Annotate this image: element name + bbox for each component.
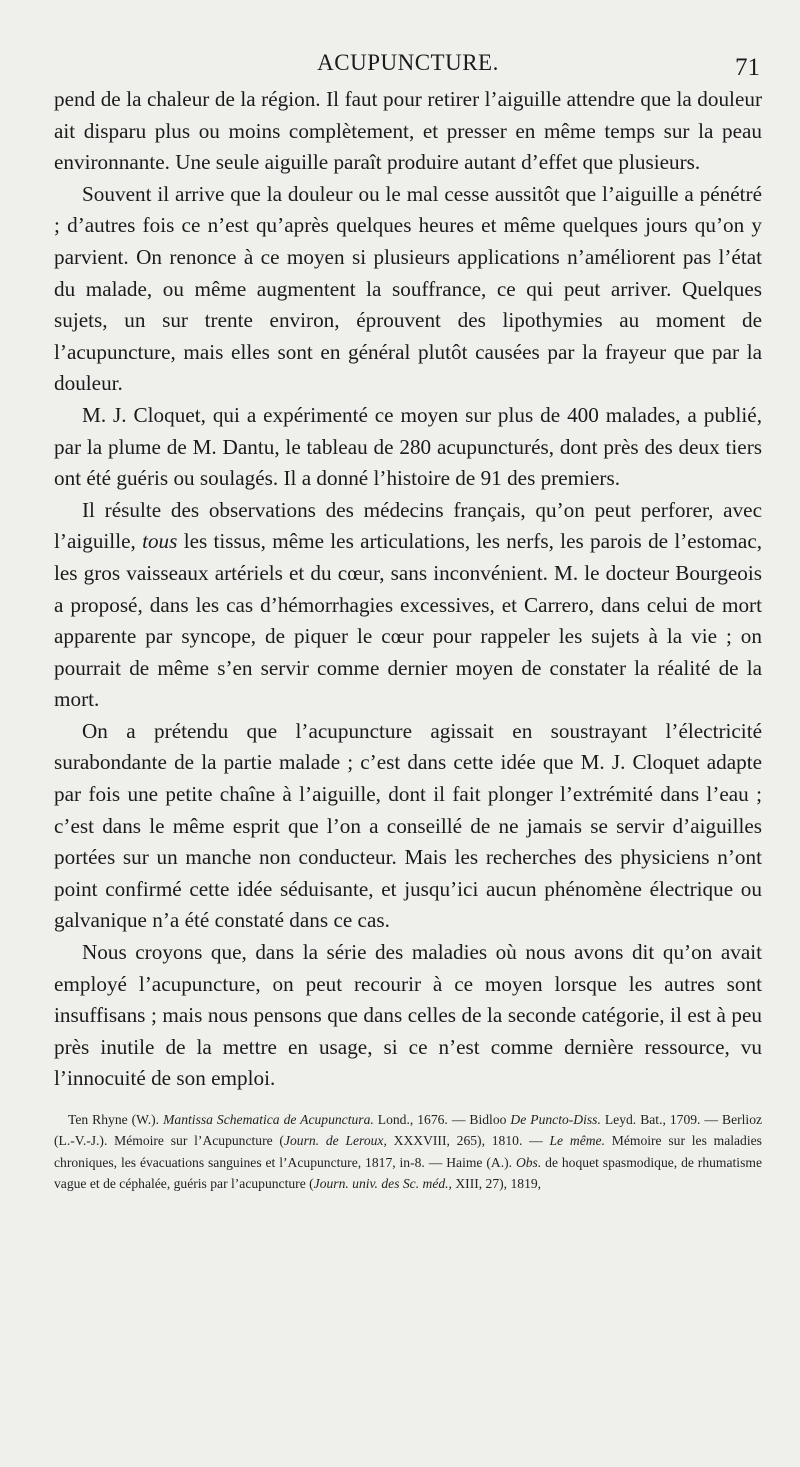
paragraph-2: Souvent il arrive que la douleur ou le mal cesse aussitôt que l’aiguille a pénétré ; d’autres fois ce n’est qu’après quelques heures et même quelques jours qu’on y parvient. On renonce à ce moyen si plusieurs applications n’améliorent pas l’état du malade, ou même augmentent la souffrance, ce qui peut arriver. Quelques sujets, un sur trente environ, éprouvent des lipothymies au moment de l’acupuncture, mais elles sont en général plutôt causées par la frayeur que par la douleur. bbox=[54, 181, 762, 396]
paragraph-4-part-b: les tissus, même les articulations, les nerfs, les parois de l’estomac, les gros vaisseaux artériels et du cœur, sans inconvénient. M. le docteur Bourgeois a proposé, dans les cas d’hémorrhagies excessives, et Carrero, dans celui de mort apparente par syncope, de piquer le cœur pour rappeler les sujets à la vie ; on pourrait de même s’en servir comme dernier moyen de constater la réalité de la mort. bbox=[54, 529, 763, 712]
ref-text: de hoquet spasmodique, de rhumatisme vague et de céphalée, guéris par l’acupuncture ( bbox=[54, 1154, 762, 1192]
running-head bbox=[54, 50, 762, 84]
paragraph-3: M. J. Cloquet, qui a expérimenté ce moyen sur plus de 400 malades, a publié, par la plume de M. Dantu, le tableau de 280 acupuncturés, dont près des deux tiers ont été guéris ou soulagés. Il a donné l’histoire de 91 des premiers. bbox=[54, 402, 762, 491]
paragraph-5: On a prétendu que l’acupuncture agissait en soustrayant l’électricité surabondante de la partie malade ; c’est dans cette idée que M. J. Cloquet adapte par fois une petite chaîne à l’aiguille, dont il fait plonger l’extrémité dans l’eau ; c’est dans le même esprit que l’on a conseillé de ne jamais se servir d’aiguilles portées sur un manche non conducteur. Mais les recherches des physiciens n’ont point confirmé cette idée séduisante, et jusqu’ici aucun phénomène électrique ou galvanique n’a été constaté dans ce cas. bbox=[54, 718, 762, 933]
bibliography bbox=[54, 1109, 762, 1195]
ref-title: De Puncto-Diss. bbox=[510, 1112, 601, 1127]
ref-title: Journ. univ. des Sc. méd., bbox=[313, 1176, 452, 1192]
paragraph-4 bbox=[54, 495, 762, 716]
ref-title: Journ. de Leroux, bbox=[283, 1133, 387, 1149]
ref-title: Le même. bbox=[549, 1133, 605, 1149]
paragraph-4-part-a: Il résulte des observations des médecins français, qu’on peut perforer, avec l’aiguille, bbox=[54, 497, 762, 554]
ref-text: XXXVIII, 265), 1810. — bbox=[393, 1133, 543, 1149]
paragraph-1: pend de la chaleur de la région. Il faut pour retirer l’aiguille attendre que la douleur ait disparu plus ou moins complètement, et presser en même temps sur la peau environnante. Une seule aiguille paraît produire autant d’effet que plusieurs. bbox=[54, 87, 762, 175]
paragraph-6: Nous croyons que, dans la série des maladies où nous avons dit qu’on avait employé l’acupuncture, on peut recourir à ce moyen lorsque les autres sont insuffisans ; mais nous pensons que dans celles de la seconde catégorie, il est à peu près inutile de la mettre en usage, si ce n’est comme dernière ressource, vu l’innocuité de son emploi. bbox=[54, 940, 762, 1091]
ref-title: Obs. bbox=[515, 1154, 542, 1170]
paragraph-4-emphasis: tous bbox=[142, 529, 178, 554]
body-text bbox=[54, 84, 762, 1095]
page-title: ACUPUNCTURE. bbox=[317, 50, 499, 75]
ref-text: Lond., 1676. — Bidloo bbox=[377, 1112, 507, 1127]
page-number: 71 bbox=[735, 54, 760, 81]
ref-text: Mémoire sur les maladies chroniques, les évacuations sanguines et l’Acupuncture, 1817, in-8. — Haime (A.). bbox=[54, 1133, 762, 1170]
ref-text: XIII, 27), 1819, bbox=[455, 1176, 542, 1192]
ref-text: Leyd. Bat., 1709. — Berlioz (L.-V.-J.). Mémoire sur l’Acupuncture ( bbox=[54, 1112, 763, 1149]
ref-text: Ten Rhyne (W.). bbox=[68, 1112, 160, 1127]
ref-title: Mantissa Schematica de Acupunctura. bbox=[163, 1112, 374, 1127]
